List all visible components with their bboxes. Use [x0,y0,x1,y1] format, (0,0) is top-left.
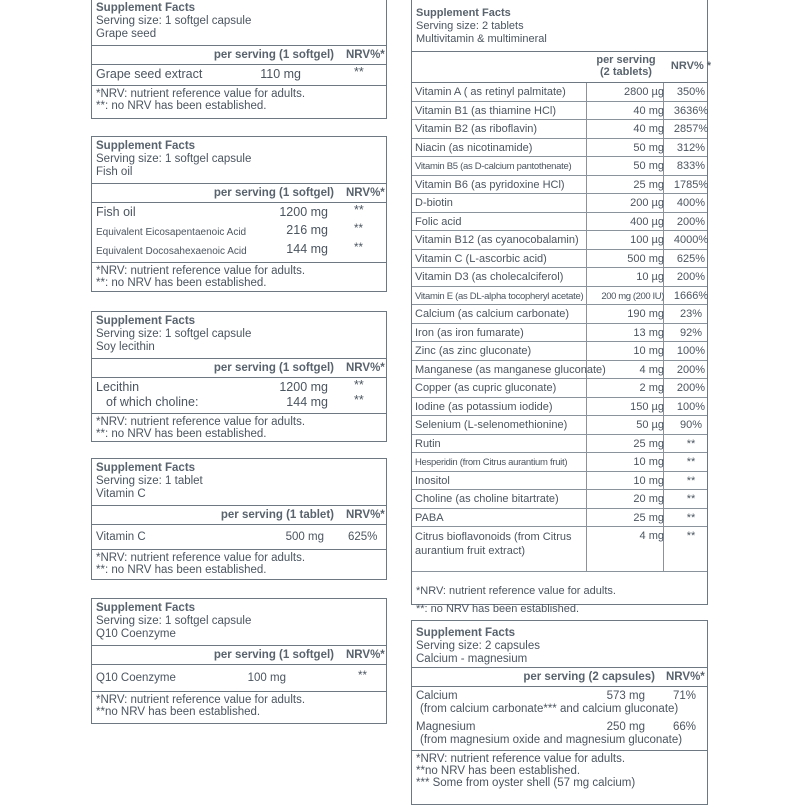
nutrient-name: Selenium (L-selenomethionine) [415,419,568,431]
nutrient-amount: 573 mg [606,690,645,702]
footnote-no-nrv: **: no NRV has been established. [96,428,267,440]
panel-header [92,312,386,359]
nutrient-row [412,687,707,718]
nutrient-amount: 25 mg [633,437,664,450]
table-row [412,268,707,287]
table-row [412,305,707,324]
nutrient-nrv: 312% [676,141,706,154]
footnote-no-nrv: **: no NRV has been established. [96,277,267,289]
nutrient-name: Vitamin B12 (as cyanocobalamin) [415,234,579,246]
panel-fish-oil [91,136,387,292]
nutrient-nrv: 2857% [673,123,709,135]
serving-size: Serving size: 1 tablet [96,475,203,487]
col-per-serving: per serving (1 softgel) [213,362,334,374]
nutrient-amount: 500 mg [627,252,664,265]
col-nrv: NRV%* [666,671,705,683]
table-row [412,157,707,176]
panel-title: Supplement Facts [96,462,196,474]
nutrient-row [92,378,386,393]
nutrient-name: Zinc (as zinc gluconate) [415,345,532,357]
panel-grape-seed [91,0,387,119]
nutrient-nrv: 350% [676,86,706,98]
col-per-serving: per serving (1 softgel) [213,649,334,661]
col-per-serving: per serving (1 softgel) [213,49,334,61]
panel-title: Supplement Facts [96,140,196,152]
nutrient-amount: 2 mg [639,382,664,394]
nutrient-nrv: 23% [679,308,703,320]
panel-title: Supplement Facts [96,315,196,327]
nutrient-name: PABA [415,511,444,524]
nutrient-name: Fish oil [96,205,136,219]
footnote-no-nrv: **no NRV has been established. [416,765,581,777]
nutrient-amount: 216 mg [286,223,328,237]
column-header [92,184,386,203]
nutrient-row [92,241,386,262]
product-name: Vitamin C [96,488,146,500]
nutrient-name: of which choline: [106,395,199,409]
serving-size: Serving size: 1 softgel capsule [96,153,252,165]
table-row [412,472,707,491]
panel-vitamin-c [91,458,387,580]
footnote-nrv: *NRV: nutrient reference value for adults. [96,416,306,428]
nutrient-amount: 10 mg [633,345,664,357]
panel-q10-coenzyme [91,598,387,724]
panel-title: Supplement Facts [416,627,516,639]
table-row [412,342,707,361]
nutrient-nrv: ** [686,437,696,450]
nutrient-nrv: 3636% [673,104,709,117]
column-header [412,668,707,687]
nutrient-nrv: 200% [676,215,706,228]
nutrient-name: Equivalent Docosahexaenoic Acid [96,246,247,257]
nutrient-nrv: ** [354,393,364,407]
table-row [412,361,707,380]
nutrient-amount: 40 mg [633,123,664,135]
nutrient-name: Q10 Coenzyme [96,672,176,684]
nutrient-amount: 144 mg [286,395,328,409]
table-row [412,231,707,250]
panel-title: Supplement Facts [416,7,511,19]
nutrient-amount: 100 µg [630,234,664,246]
table-row [412,213,707,232]
column-header [412,52,712,83]
serving-size: Serving size: 1 softgel capsule [96,328,252,340]
footnotes [92,549,386,578]
nutrient-amount: 1200 mg [279,205,328,219]
nutrient-amount: 400 µg [630,215,664,228]
nutrient-amount: 4 mg [639,363,664,376]
nutrient-amount: 25 mg [633,511,664,524]
column-header [92,506,386,525]
footnotes [412,572,707,620]
footnotes [92,691,386,720]
table-row [412,379,707,398]
panel-header [92,599,386,646]
footnotes [92,85,386,114]
nutrient-nrv: 200% [676,271,706,283]
panel-header [92,137,386,184]
nutrient-name: Vitamin B1 (as thiamine HCl) [415,104,557,117]
footnote-nrv: *NRV: nutrient reference value for adults. [96,552,306,564]
col-nrv: NRV% * [670,60,712,72]
nutrient-nrv: 833% [676,160,706,172]
nutrient-nrv: 66% [673,721,697,733]
nutrient-name: Niacin (as nicotinamide) [415,141,533,154]
nutrient-amount: 10 mg [633,474,664,487]
nutrient-name: Vitamin B2 (as riboflavin) [415,123,538,135]
nutrient-nrv: 100% [676,400,706,413]
col-per-serving: per serving [596,54,656,66]
nutrient-nrv: ** [686,493,696,505]
serving-size: Serving size: 1 softgel capsule [96,615,252,627]
nutrient-nrv: ** [686,530,696,542]
column-header [92,359,386,378]
panel-multivitamin [411,0,712,615]
panel-calcium-magnesium [411,620,708,805]
nutrient-name: Iron (as iron fumarate) [415,326,524,339]
nutrient-name: Vitamin C [96,531,146,543]
table-row [412,416,707,435]
nutrient-name: Vitamin C (L-ascorbic acid) [415,252,547,265]
column-header [92,646,386,665]
table-row [412,324,707,343]
product-name: Fish oil [96,166,133,178]
nutrient-name: Calcium [416,690,458,702]
nutrient-name: Vitamin B5 (as D-calcium pantothenate) [415,161,572,172]
nutrient-nrv: 92% [679,326,703,339]
nutrient-name: Iodine (as potassium iodide) [415,400,553,413]
nutrient-amount: 200 mg (200 IU) [601,290,664,302]
nutrient-amount: 50 µg [636,419,664,431]
nutrient-nrv: 1666% [673,289,709,302]
table-row [412,509,707,528]
column-header [92,46,386,65]
nutrient-source: (from calcium carbonate*** and calcium gluconate) [420,703,679,715]
table-row [412,398,707,417]
nutrient-row [92,65,386,85]
nutrient-amount: 200 µg [630,197,664,209]
nutrient-amount: 150 µg [630,400,664,413]
col-per-serving: per serving (1 tablet) [220,509,334,521]
table-row [412,102,707,121]
nutrient-amount: 13 mg [633,326,664,339]
nutrient-amount: 10 µg [636,271,664,283]
nutrient-name: D-biotin [415,197,453,209]
col-per-serving: per serving (2 capsules) [523,671,655,683]
panel-title: Supplement Facts [96,2,196,14]
panel-header [92,0,386,46]
nutrient-source: (from magnesium oxide and magnesium gluconate) [420,734,683,746]
table-row [412,435,707,454]
nutrient-row [412,718,707,750]
nutrient-name: Lecithin [96,380,140,394]
nutrient-amount: 2800 µg [624,86,664,98]
table-row [412,287,707,306]
nutrient-nrv: ** [686,456,696,468]
nutrient-amount: 40 mg [633,104,664,117]
nutrient-name: Magnesium [416,721,476,733]
nutrient-nrv: ** [354,203,364,217]
panel-soy-lecithin [91,311,387,442]
nutrient-amount: 190 mg [627,308,664,320]
nutrient-nrv: ** [354,378,364,392]
nutrient-table [412,83,707,572]
table-row [412,453,707,472]
footnote-no-nrv: **no NRV has been established. [96,706,261,718]
footnote-no-nrv: **: no NRV has been established. [416,603,580,615]
col-nrv: NRV%* [346,509,385,521]
nutrient-nrv: ** [354,242,363,254]
nutrient-name: Copper (as cupric gluconate) [415,382,557,394]
table-row [412,139,707,158]
table-row [412,83,707,102]
footnote-no-nrv: **: no NRV has been established. [96,564,267,576]
footnote-nrv: *NRV: nutrient reference value for adults. [416,585,616,597]
col-per-serving: per serving (1 softgel) [213,187,334,199]
nutrient-amount: 1200 mg [279,380,328,394]
nutrient-nrv: ** [354,65,364,79]
table-row [412,120,707,139]
nutrient-nrv: 200% [676,363,706,376]
nutrient-nrv: 400% [676,197,706,209]
serving-size: Serving size: 2 tablets [416,20,524,32]
col-per-serving-sub: (2 tablets) [600,66,652,78]
panel-header [412,0,707,52]
product-name: Grape seed [96,28,157,40]
product-name: Q10 Coenzyme [96,628,176,640]
nutrient-name: Folic acid [415,215,462,228]
panel-title: Supplement Facts [96,602,196,614]
nutrient-nrv: 200% [676,382,706,394]
nutrient-name: Vitamin B6 (as pyridoxine HCl) [415,178,565,191]
table-row [412,250,707,269]
nutrient-amount: 110 mg [260,67,301,81]
footnotes [92,413,386,442]
serving-size: Serving size: 2 capsules [416,640,541,652]
nutrient-name: Calcium (as calcium carbonate) [415,308,570,320]
nutrient-row [92,393,386,413]
nutrient-amount: 10 mg [633,456,664,468]
footnote-nrv: *NRV: nutrient reference value for adults. [96,88,306,100]
product-name: Calcium - magnesium [416,653,528,665]
footnote-nrv: *NRV: nutrient reference value for adults. [96,694,306,706]
nutrient-name: Choline (as choline bitartrate) [415,493,559,505]
nutrient-name: Vitamin A ( as retinyl palmitate) [415,86,566,98]
nutrient-name: Citrus bioflavonoids (from Citrus aurantium fruit extract) [415,531,572,557]
nutrient-nrv: 71% [673,690,697,702]
nutrient-nrv: 4000% [673,234,709,246]
table-row [412,176,707,195]
product-name: Soy lecithin [96,341,155,353]
nutrient-amount: 4 mg [639,530,664,542]
nutrient-nrv: ** [358,670,367,682]
panel-header [92,459,386,506]
table-row [412,194,707,213]
table-row [412,490,707,509]
nutrient-name: Vitamin D3 (as cholecalciferol) [415,271,564,283]
serving-size: Serving size: 1 softgel capsule [96,15,252,27]
nutrient-name: Inositol [415,474,450,487]
col-nrv: NRV%* [346,187,385,199]
footnote-nrv: *NRV: nutrient reference value for adults. [416,753,626,765]
nutrient-amount: 50 mg [633,160,664,172]
nutrient-amount: 250 mg [606,721,645,733]
nutrient-nrv: 100% [676,345,706,357]
nutrient-row [92,203,386,222]
nutrient-name: Hesperidin (from Citrus aurantium fruit) [415,457,568,468]
nutrient-nrv: 90% [679,419,703,431]
nutrient-nrv: ** [354,223,363,235]
nutrient-amount: 500 mg [285,531,324,543]
nutrient-nrv: 625% [676,252,706,265]
nutrient-name: Equivalent Eicosapentaenoic Acid [96,227,247,238]
nutrient-row [92,525,386,549]
nutrient-nrv: ** [686,474,696,487]
nutrient-name: Manganese (as manganese gluconate) [415,363,606,376]
nutrient-amount: 25 mg [633,178,664,191]
nutrient-amount: 20 mg [633,493,664,505]
nutrient-name: Vitamin E (as DL-alpha tocopheryl acetate) [415,290,584,302]
footnote-oyster: *** Some from oyster shell (57 mg calcium) [416,777,636,789]
footnotes [412,750,707,791]
table-row [412,527,707,572]
footnote-nrv: *NRV: nutrient reference value for adults. [96,265,306,277]
nutrient-name: Grape seed extract [96,67,203,81]
panel-header [412,621,707,668]
product-name: Multivitamin & multimineral [416,33,547,45]
nutrient-nrv: 625% [348,531,378,543]
nutrient-amount: 50 mg [633,141,664,154]
nutrient-nrv: 1785% [673,178,709,191]
footnote-no-nrv: **: no NRV has been established. [96,100,267,112]
nutrient-row [92,665,386,691]
nutrient-amount: 100 mg [247,672,286,684]
col-nrv: NRV%* [346,362,385,374]
nutrient-name: Rutin [415,437,441,450]
col-nrv: NRV%* [346,49,385,61]
nutrient-row [92,222,386,241]
nutrient-amount: 144 mg [286,242,328,256]
col-nrv: NRV%* [346,649,385,661]
nutrient-nrv: ** [686,511,696,524]
footnotes [92,262,386,291]
